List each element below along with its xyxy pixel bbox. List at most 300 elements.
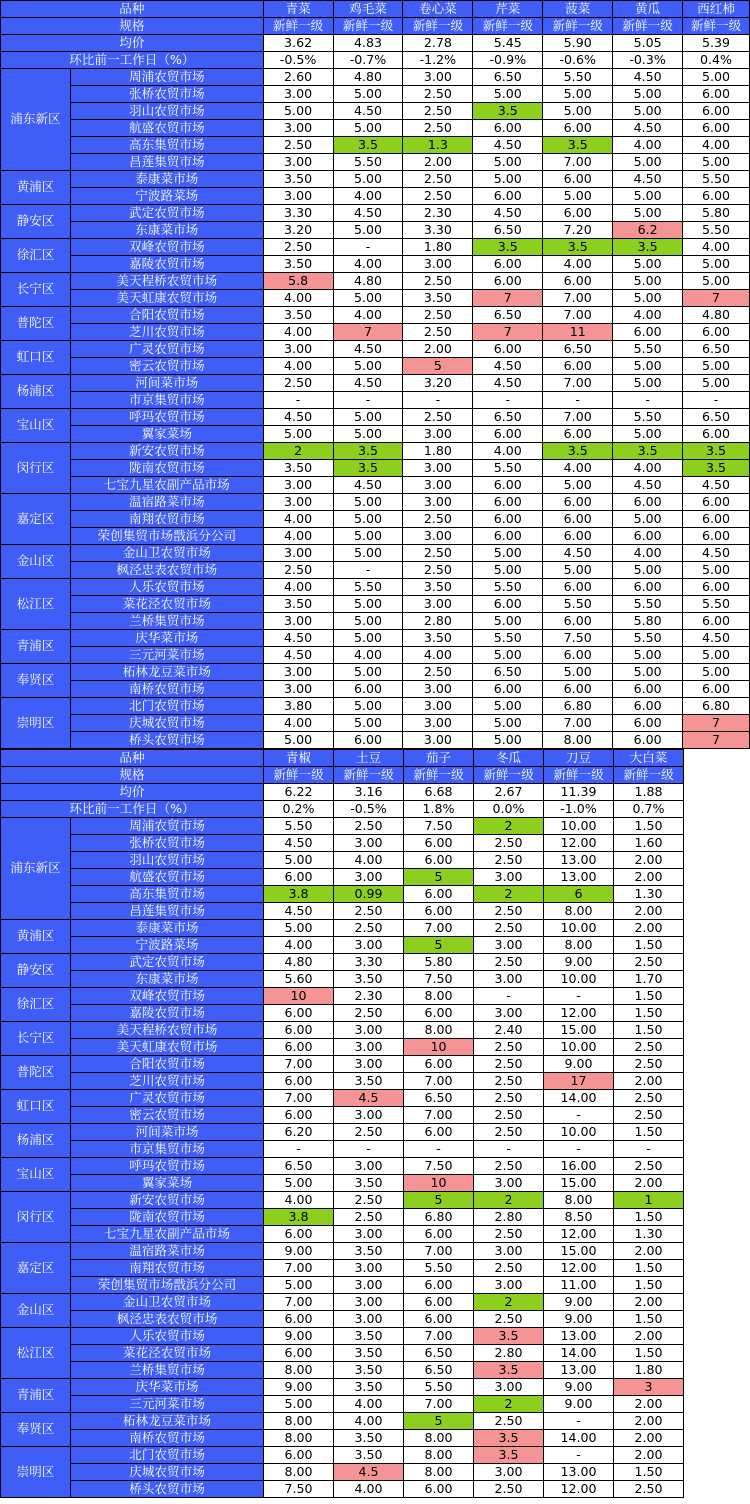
price-cell: 3.00 <box>474 1277 544 1294</box>
market-row <box>1 869 684 886</box>
price-cell: 6.00 <box>543 511 613 528</box>
price-cell: 2.00 <box>614 1328 684 1345</box>
price-cell: 5.00 <box>613 256 683 273</box>
price-cell: 4.50 <box>613 477 683 494</box>
market-name: 三元河菜市场 <box>70 647 263 664</box>
price-cell: 3.5 <box>683 443 750 460</box>
price-cell: 6.00 <box>264 1107 334 1124</box>
market-row <box>1 528 750 545</box>
price-cell: 6.00 <box>473 188 543 205</box>
change-percent: 0.2% <box>264 801 334 818</box>
price-cell: 3.00 <box>334 1039 404 1056</box>
price-cell: 5.00 <box>333 630 403 647</box>
district-name: 静安区 <box>1 954 71 988</box>
price-cell: 2.00 <box>403 154 473 171</box>
market-name: 嘉陵农贸市场 <box>70 256 263 273</box>
price-cell: 14.00 <box>544 1090 614 1107</box>
price-cell: 3.50 <box>334 971 404 988</box>
price-cell: 3.00 <box>334 1226 404 1243</box>
price-cell: 2.50 <box>403 664 473 681</box>
price-cell: 5.00 <box>613 358 683 375</box>
market-name: 美天虹康农贸市场 <box>71 1039 264 1056</box>
average-price-row <box>1 784 684 801</box>
price-cell: 6.00 <box>683 188 750 205</box>
price-cell: 6.00 <box>404 1124 474 1141</box>
price-cell: 12.00 <box>544 1260 614 1277</box>
price-cell: - <box>404 1141 474 1158</box>
price-cell: - <box>544 988 614 1005</box>
price-cell: 4.50 <box>333 103 403 120</box>
price-cell: 5.50 <box>404 1260 474 1277</box>
price-cell: 4.00 <box>683 239 750 256</box>
market-name: 广灵农贸市场 <box>70 341 263 358</box>
district-name: 闵行区 <box>1 443 71 494</box>
price-cell: 3.00 <box>334 1022 404 1039</box>
row-label: 环比前一工作日（%） <box>1 801 264 818</box>
market-name: 东康菜市场 <box>71 971 264 988</box>
product-header-row <box>1 750 684 767</box>
district-name: 青浦区 <box>1 1379 71 1413</box>
price-cell: 5.00 <box>543 86 613 103</box>
price-cell: 4.00 <box>263 358 333 375</box>
price-cell: 4.00 <box>543 460 613 477</box>
price-cell: - <box>544 1141 614 1158</box>
market-name: 美天程桥农贸市场 <box>71 1022 264 1039</box>
spec-value: 新鲜一级 <box>474 767 544 784</box>
market-row <box>1 698 750 715</box>
price-cell: 5.00 <box>683 647 750 664</box>
market-row <box>1 562 750 579</box>
district-name: 普陀区 <box>1 1056 71 1090</box>
market-row <box>1 1056 684 1073</box>
price-cell: 3.00 <box>334 835 404 852</box>
price-cell: 5.80 <box>613 613 683 630</box>
price-cell: 6.50 <box>473 69 543 86</box>
market-name: 密云农贸市场 <box>71 1107 264 1124</box>
price-cell: 4.5 <box>334 1090 404 1107</box>
price-cell: 6.00 <box>473 681 543 698</box>
price-cell: 5.00 <box>264 1175 334 1192</box>
district-name: 闵行区 <box>1 1192 71 1243</box>
price-cell: 3.20 <box>403 375 473 392</box>
market-name: 宁波路菜场 <box>71 937 264 954</box>
price-cell: 5.00 <box>264 920 334 937</box>
price-cell: 8.00 <box>544 903 614 920</box>
market-name: 金山卫农贸市场 <box>71 1294 264 1311</box>
market-row <box>1 1158 684 1175</box>
price-cell: 5.00 <box>613 290 683 307</box>
market-row <box>1 1175 684 1192</box>
spec-value: 新鲜一级 <box>403 18 473 35</box>
price-cell: 5.00 <box>613 188 683 205</box>
price-cell: 9.00 <box>544 1379 614 1396</box>
market-row <box>1 937 684 954</box>
price-cell: 9.00 <box>264 1243 334 1260</box>
price-cell: - <box>614 1141 684 1158</box>
market-name: 荣创集贸市场戬浜分公司 <box>71 1277 264 1294</box>
price-cell: 4.00 <box>263 715 333 732</box>
price-cell: 4.50 <box>264 835 334 852</box>
price-cell: 6.00 <box>613 698 683 715</box>
price-cell: 6.00 <box>264 1039 334 1056</box>
price-cell: 2.00 <box>614 920 684 937</box>
price-cell: 4.5 <box>334 1464 404 1481</box>
price-cell: 3.00 <box>263 188 333 205</box>
price-cell: 9.00 <box>544 1311 614 1328</box>
price-cell: 7.00 <box>543 154 613 171</box>
price-cell: 6.00 <box>543 494 613 511</box>
price-cell: 5.00 <box>543 664 613 681</box>
market-row <box>1 835 684 852</box>
market-name: 航盛农贸市场 <box>71 869 264 886</box>
market-row <box>1 1090 684 1107</box>
price-cell: - <box>544 1107 614 1124</box>
product-name: 黄瓜 <box>613 1 683 18</box>
price-cell: 2.50 <box>614 1107 684 1124</box>
price-cell: 6.00 <box>613 681 683 698</box>
price-cell: 7.00 <box>404 1328 474 1345</box>
market-name: 武定农贸市场 <box>71 954 264 971</box>
price-cell: - <box>333 239 403 256</box>
price-cell: 6.00 <box>404 903 474 920</box>
market-name: 羽山农贸市场 <box>70 103 263 120</box>
price-cell: 2.50 <box>474 920 544 937</box>
district-name: 静安区 <box>1 205 71 239</box>
product-name: 刀豆 <box>544 750 614 767</box>
price-cell: 4.00 <box>263 579 333 596</box>
price-cell: 1.50 <box>614 818 684 835</box>
average-price: 4.83 <box>333 35 403 52</box>
price-cell: 4.50 <box>683 630 750 647</box>
market-name: 合阳农贸市场 <box>71 1056 264 1073</box>
price-cell: 6.00 <box>683 120 750 137</box>
price-cell: 5.00 <box>473 732 543 749</box>
product-name: 冬瓜 <box>474 750 544 767</box>
district-name: 浦东新区 <box>1 69 71 171</box>
market-row <box>1 903 684 920</box>
price-cell: 5.00 <box>333 358 403 375</box>
market-row <box>1 545 750 562</box>
price-cell: 1.50 <box>614 1022 684 1039</box>
market-row <box>1 596 750 613</box>
price-cell: 6.00 <box>543 205 613 222</box>
market-row <box>1 1022 684 1039</box>
price-cell: 4.00 <box>613 545 683 562</box>
price-cell: 3.00 <box>474 1243 544 1260</box>
district-name: 嘉定区 <box>1 494 71 545</box>
price-cell: 5.00 <box>473 613 543 630</box>
price-cell: 6.80 <box>404 1209 474 1226</box>
market-row <box>1 954 684 971</box>
market-row <box>1 239 750 256</box>
price-cell: 2.50 <box>474 835 544 852</box>
market-name: 温宿路菜市场 <box>71 1243 264 1260</box>
price-cell: 5.00 <box>613 205 683 222</box>
price-cell: 6.00 <box>473 596 543 613</box>
price-cell: 3.00 <box>403 528 473 545</box>
price-cell: 2.50 <box>334 1192 404 1209</box>
price-cell: 5.00 <box>473 562 543 579</box>
price-cell: 3.5 <box>613 239 683 256</box>
price-cell: 6.00 <box>543 613 613 630</box>
price-cell: 2.50 <box>334 1209 404 1226</box>
price-cell: 5.00 <box>333 664 403 681</box>
price-cell: 3.00 <box>403 681 473 698</box>
row-label: 环比前一工作日（%） <box>1 52 264 69</box>
price-cell: 2.50 <box>474 903 544 920</box>
average-price: 2.67 <box>474 784 544 801</box>
market-name: 南翔农贸市场 <box>71 1260 264 1277</box>
district-name: 长宁区 <box>1 1022 71 1056</box>
price-cell: 7.50 <box>404 971 474 988</box>
price-cell: 5.00 <box>613 664 683 681</box>
price-cell: 5.50 <box>683 171 750 188</box>
price-cell: 6.00 <box>264 1226 334 1243</box>
row-label: 品种 <box>1 750 264 767</box>
change-percent: -0.6% <box>543 52 613 69</box>
price-cell: 4.50 <box>264 903 334 920</box>
row-label: 品种 <box>1 1 264 18</box>
market-row <box>1 103 750 120</box>
price-cell: 3.00 <box>263 545 333 562</box>
market-name: 高东集贸市场 <box>71 886 264 903</box>
average-price: 6.22 <box>264 784 334 801</box>
price-cell: 7.50 <box>543 630 613 647</box>
price-cell: 4.00 <box>334 1396 404 1413</box>
price-cell: 4.80 <box>683 307 750 324</box>
price-cell: 3.00 <box>263 86 333 103</box>
market-row <box>1 1107 684 1124</box>
price-cell: 13.00 <box>544 1328 614 1345</box>
price-cell: 5.50 <box>683 222 750 239</box>
price-cell: 3.00 <box>474 971 544 988</box>
market-name: 菜花泾农贸市场 <box>71 1345 264 1362</box>
price-cell: 4.00 <box>264 1192 334 1209</box>
market-name: 庆城农贸市场 <box>70 715 263 732</box>
market-name: 昌莲集贸市场 <box>71 903 264 920</box>
price-cell: 6.00 <box>683 426 750 443</box>
price-cell: 1.50 <box>614 988 684 1005</box>
price-cell: 5.00 <box>473 647 543 664</box>
price-cell: 6.80 <box>543 698 613 715</box>
price-cell: 2.50 <box>334 903 404 920</box>
price-cell: 6.50 <box>683 341 750 358</box>
price-cell: 6.00 <box>613 324 683 341</box>
market-name: 北门农贸市场 <box>71 1447 264 1464</box>
price-cell: 4.50 <box>263 630 333 647</box>
market-name: 嘉陵农贸市场 <box>71 1005 264 1022</box>
price-cell: 3.5 <box>683 460 750 477</box>
price-cell: - <box>613 392 683 409</box>
price-cell: 2.30 <box>334 988 404 1005</box>
price-cell: 3.50 <box>403 290 473 307</box>
market-row <box>1 375 750 392</box>
market-row <box>1 256 750 273</box>
district-name: 杨浦区 <box>1 375 71 409</box>
price-cell: 2.50 <box>614 1158 684 1175</box>
price-cell: 10.00 <box>544 971 614 988</box>
price-cell: 15.00 <box>544 1022 614 1039</box>
market-row <box>1 69 750 86</box>
price-cell: 3.5 <box>473 239 543 256</box>
price-cell: 3.5 <box>543 443 613 460</box>
price-cell: 6.00 <box>473 273 543 290</box>
market-row <box>1 1226 684 1243</box>
market-row <box>1 494 750 511</box>
price-cell: 6.00 <box>473 511 543 528</box>
market-name: 南桥农贸市场 <box>71 1430 264 1447</box>
price-cell: 6.00 <box>404 852 474 869</box>
spec-value: 新鲜一级 <box>613 18 683 35</box>
price-cell: 5.00 <box>543 188 613 205</box>
price-cell: 6 <box>544 886 614 903</box>
market-row <box>1 307 750 324</box>
price-cell: 5.50 <box>333 154 403 171</box>
price-cell: 3.00 <box>474 937 544 954</box>
market-row <box>1 222 750 239</box>
price-cell: 13.00 <box>544 1464 614 1481</box>
market-name: 泰康菜市场 <box>71 920 264 937</box>
price-cell: 2.00 <box>403 341 473 358</box>
price-cell: 10.00 <box>544 1039 614 1056</box>
price-cell: 10 <box>404 1175 474 1192</box>
price-table-1 <box>0 0 750 749</box>
price-cell: 5.50 <box>473 630 543 647</box>
price-cell: 2.00 <box>614 1073 684 1090</box>
price-cell: 6.00 <box>543 273 613 290</box>
price-cell: 4.00 <box>334 852 404 869</box>
price-cell: 3.00 <box>474 869 544 886</box>
price-cell: 7.00 <box>543 715 613 732</box>
price-cell: 2.50 <box>614 1090 684 1107</box>
price-cell: 5.50 <box>543 596 613 613</box>
price-cell: 3.30 <box>403 222 473 239</box>
price-cell: 4.00 <box>333 307 403 324</box>
product-name: 青椒 <box>264 750 334 767</box>
price-cell: 3.50 <box>334 1345 404 1362</box>
price-cell: 8.00 <box>404 1464 474 1481</box>
price-cell: 2.50 <box>403 324 473 341</box>
price-cell: 5.50 <box>613 409 683 426</box>
price-cell: 2.50 <box>403 409 473 426</box>
price-cell: 1.50 <box>614 937 684 954</box>
price-cell: 6.00 <box>333 732 403 749</box>
price-cell: 2.50 <box>334 1124 404 1141</box>
price-cell: 6.00 <box>543 358 613 375</box>
price-cell: 2.50 <box>334 920 404 937</box>
price-cell: 2.50 <box>474 1056 544 1073</box>
price-cell: 2.50 <box>474 1260 544 1277</box>
price-cell: - <box>403 392 473 409</box>
market-name: 新安农贸市场 <box>70 443 263 460</box>
price-cell: 8.50 <box>544 1209 614 1226</box>
price-cell: 1.30 <box>614 886 684 903</box>
price-cell: 5.00 <box>333 528 403 545</box>
market-name: 金山卫农贸市场 <box>70 545 263 562</box>
price-cell: 5.00 <box>333 86 403 103</box>
market-row <box>1 1345 684 1362</box>
price-cell: 2.50 <box>474 1481 544 1498</box>
price-cell: 2.00 <box>614 1175 684 1192</box>
price-cell: 5.50 <box>613 596 683 613</box>
price-cell: 2.00 <box>614 1413 684 1430</box>
market-name: 双峰农贸市场 <box>70 239 263 256</box>
row-label: 规格 <box>1 18 264 35</box>
price-cell: 6.00 <box>543 120 613 137</box>
market-row <box>1 1447 684 1464</box>
price-cell: 7.00 <box>404 1107 474 1124</box>
price-cell: 3.5 <box>474 1362 544 1379</box>
price-cell: 6.20 <box>264 1124 334 1141</box>
price-cell: 3.00 <box>334 1056 404 1073</box>
price-cell: 6.50 <box>404 1345 474 1362</box>
price-cell: 4.00 <box>333 188 403 205</box>
price-cell: 1.80 <box>403 239 473 256</box>
price-cell: 4.50 <box>543 545 613 562</box>
price-cell: 5.50 <box>683 596 750 613</box>
market-row <box>1 120 750 137</box>
change-percent: -0.3% <box>613 52 683 69</box>
row-label: 均价 <box>1 784 264 801</box>
price-table-1-body <box>1 1 750 749</box>
price-cell: 8.00 <box>543 732 613 749</box>
price-cell: 4.00 <box>613 460 683 477</box>
market-name: 南桥农贸市场 <box>70 681 263 698</box>
price-cell: 2.30 <box>403 205 473 222</box>
price-cell: 3.00 <box>334 937 404 954</box>
price-cell: 7.50 <box>404 818 474 835</box>
price-cell: 4.50 <box>333 341 403 358</box>
price-cell: 7.20 <box>543 222 613 239</box>
district-name: 普陀区 <box>1 307 71 341</box>
price-cell: 2.50 <box>614 1039 684 1056</box>
price-cell: 3.00 <box>263 494 333 511</box>
price-cell: 6.00 <box>404 886 474 903</box>
price-cell: 6.00 <box>683 579 750 596</box>
price-cell: 4.00 <box>263 511 333 528</box>
price-cell: 2 <box>474 1396 544 1413</box>
market-name: 羽山农贸市场 <box>71 852 264 869</box>
price-cell: 6.00 <box>264 1073 334 1090</box>
price-cell: 3.00 <box>403 715 473 732</box>
change-percent: -1.2% <box>403 52 473 69</box>
market-row <box>1 273 750 290</box>
district-name: 虹口区 <box>1 341 71 375</box>
price-cell: 5.50 <box>543 69 613 86</box>
price-cell: 6.50 <box>404 1362 474 1379</box>
market-row <box>1 341 750 358</box>
market-row <box>1 1430 684 1447</box>
price-cell: 7.00 <box>264 1260 334 1277</box>
price-cell: 6.00 <box>404 835 474 852</box>
price-cell: 1.50 <box>614 1311 684 1328</box>
average-price: 5.90 <box>543 35 613 52</box>
price-cell: 6.00 <box>543 681 613 698</box>
price-cell: 7.00 <box>543 290 613 307</box>
average-price: 5.05 <box>613 35 683 52</box>
price-cell: 5.00 <box>543 477 613 494</box>
price-cell: 8.00 <box>264 1413 334 1430</box>
price-cell: 3.50 <box>334 1362 404 1379</box>
market-row <box>1 613 750 630</box>
price-cell: 3.00 <box>403 494 473 511</box>
price-cell: 3.00 <box>263 341 333 358</box>
price-cell: 5.00 <box>333 715 403 732</box>
district-name: 崇明区 <box>1 698 71 749</box>
price-cell: 6.00 <box>473 120 543 137</box>
price-cell: 2.50 <box>474 852 544 869</box>
price-cell: 6.00 <box>613 732 683 749</box>
